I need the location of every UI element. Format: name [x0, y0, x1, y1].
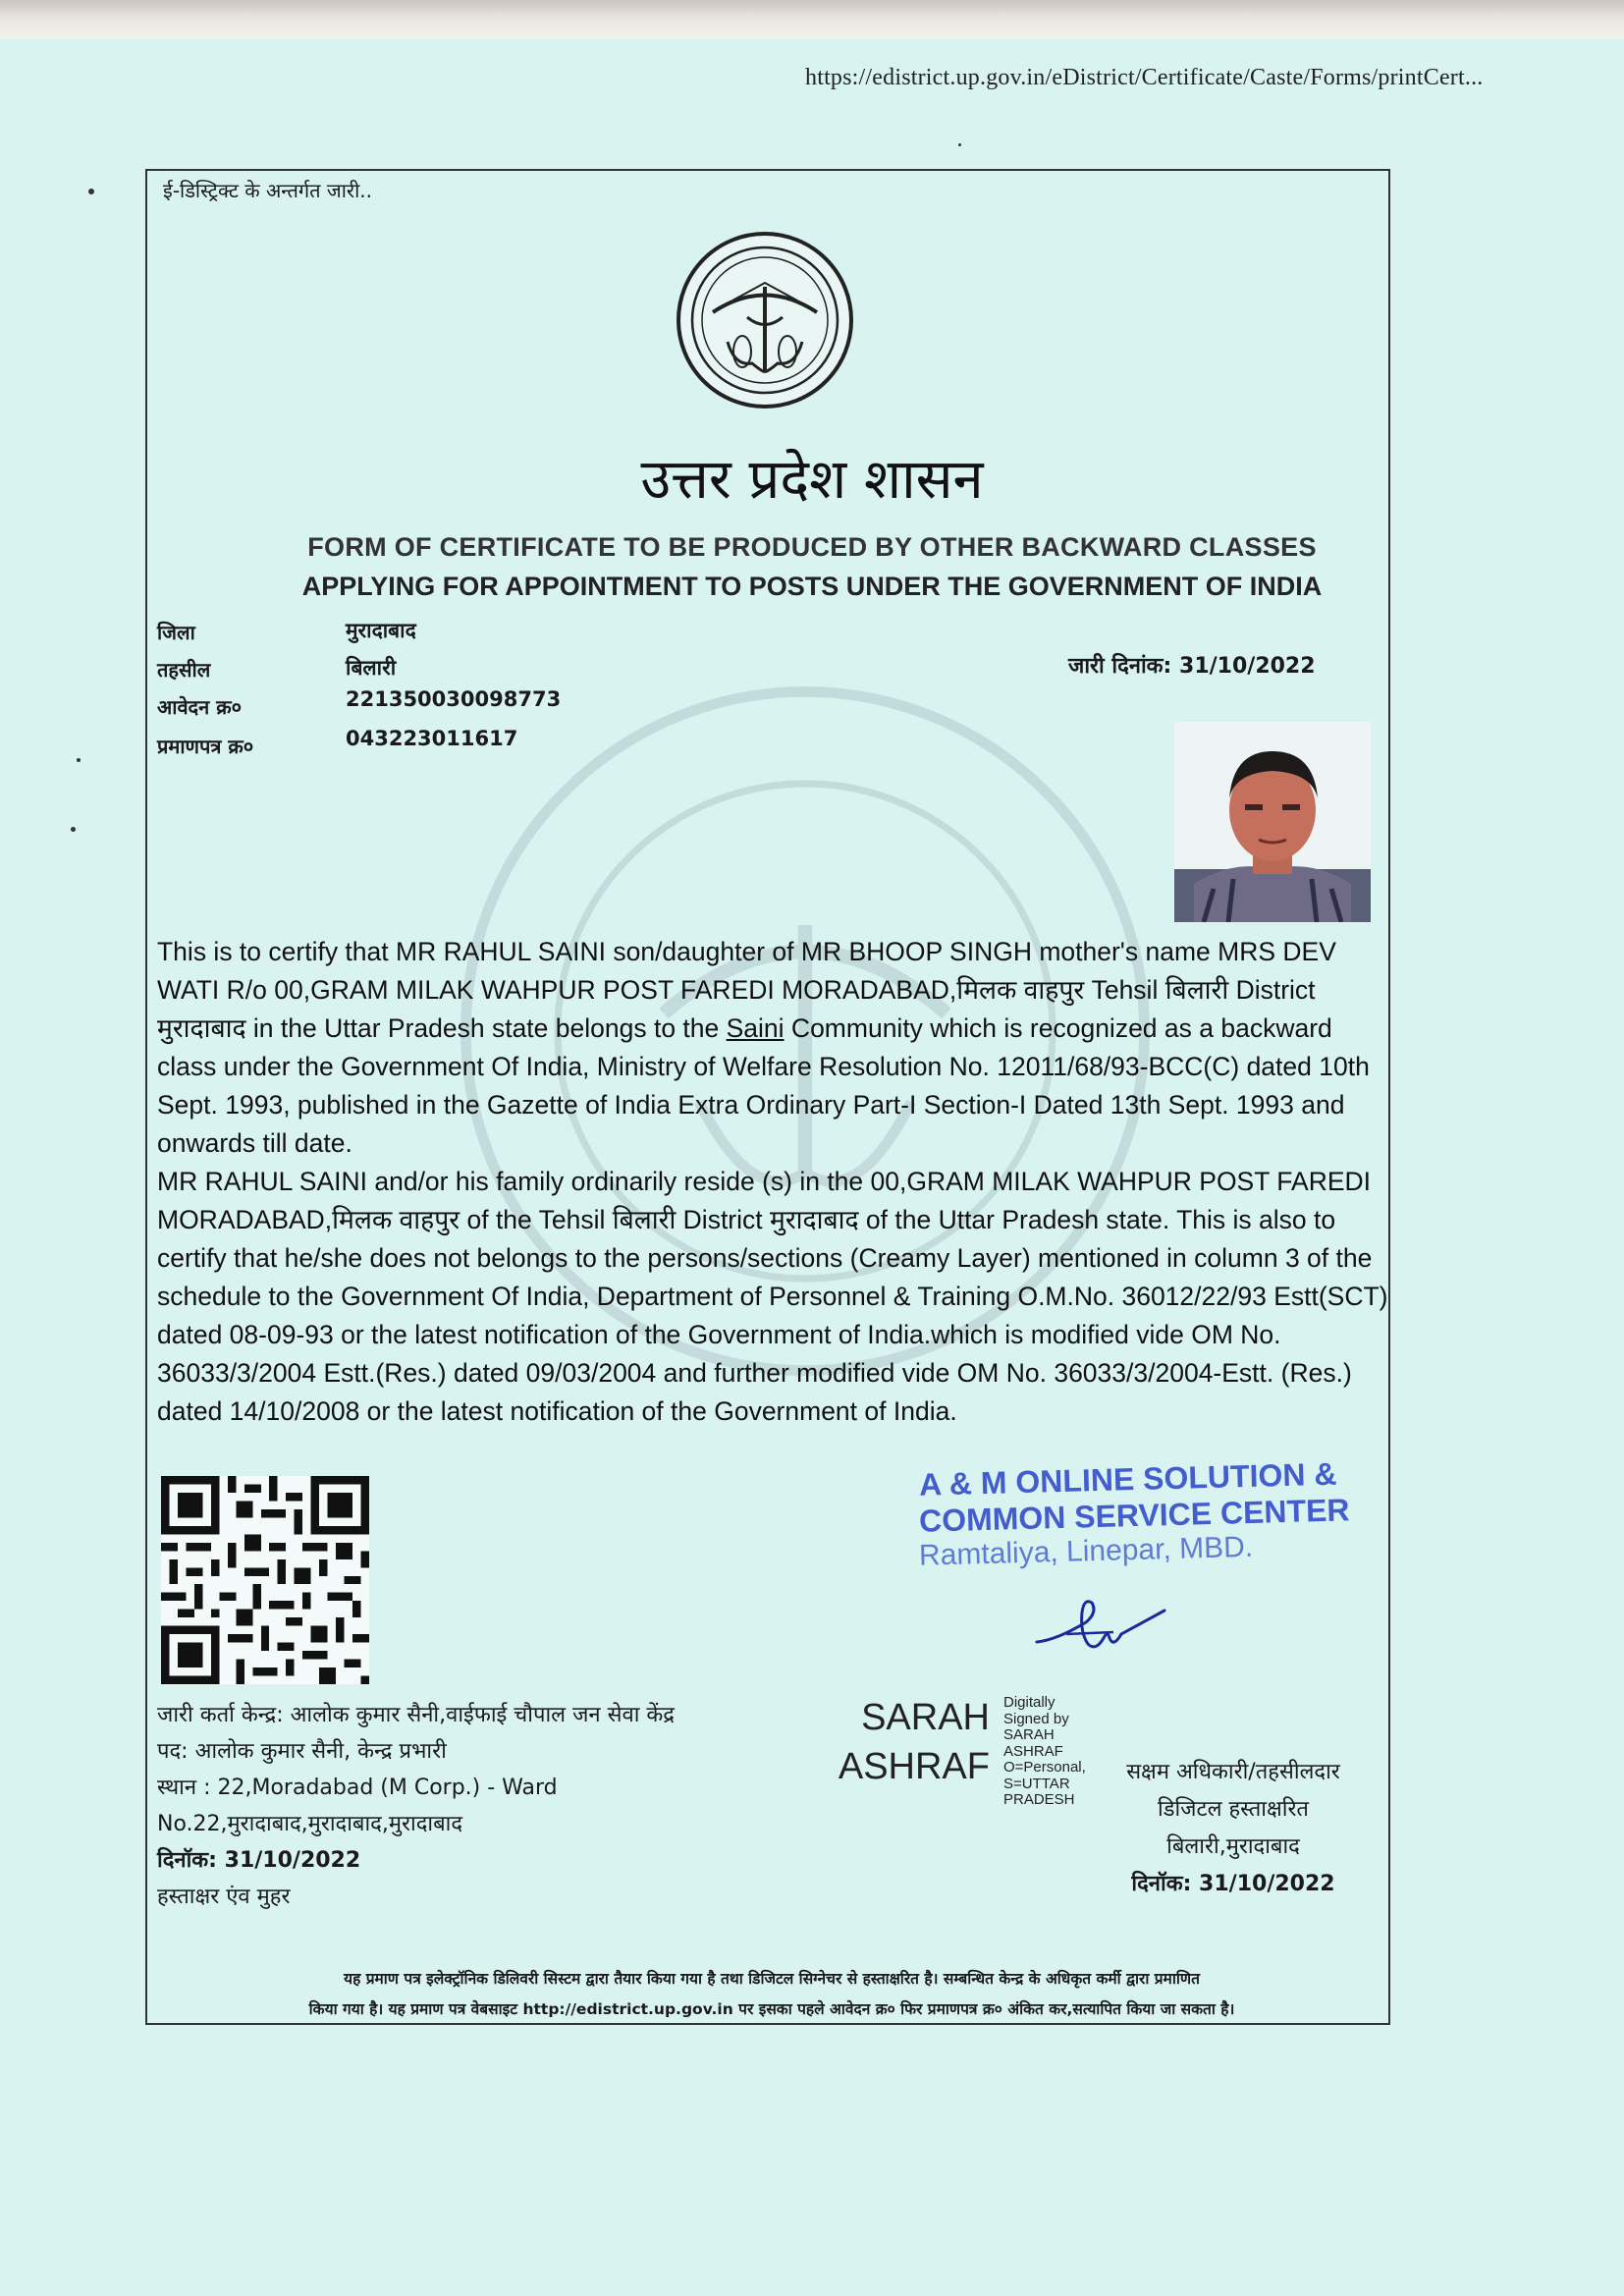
verification-footer: यह प्रमाण पत्र इलेक्ट्रॉनिक डिलिवरी सिस्टम द्वारा तैयार किया गया है तथा डिजिटल सिग्नेचर से हस्ताक्षरित है। सम्बन्धित केन्द्र के अधिकृत कर्मी द्वारा प्रमाणित किया गया है। यह प्रमाण पत्र वेबसाइट http://edistrict.up.gov.in पर इसका पहले आवेदन क्र० फिर प्रमाणपत्र क्र० अंकित कर,सत्यापित किया जा सकता है। — [308, 1970, 1235, 2018]
issue-date: जारी दिनांक: 31/10/2022 — [1068, 654, 1316, 679]
scan-edge — [0, 0, 1624, 39]
certification-paragraph: This is to certify that MR RAHUL SAINI son/daughter of MR BHOOP SINGH mother's name MRS DEV WATI R/o 00,GRAM MILAK WAHPUR POST FAREDI MORADABAD,मिलक वाहपुर Tehsil बिलारी District मुरादाबाद in the Uttar Pradesh state belongs to the Saini Community which is recognized as a backward class under the Government Of India, Ministry of Welfare Resolution No. 12011/68/93-BCC(C) dated 10th Sept. 1993, published in the Gazette of India Extra Ordinary Part-I Section-I Dated 13th Sept. 1993 and onwards till date. — [157, 937, 1370, 1158]
qr-code — [161, 1475, 369, 1685]
district-label: जिला — [157, 621, 195, 644]
certificate-body — [157, 933, 1389, 1431]
issuer-location-ward: No.22,मुरादाबाद,मुरादाबाद,मुरादाबाद — [157, 1812, 463, 1836]
officer-location: बिलारी,मुरादाबाद — [1166, 1834, 1300, 1859]
issuer-designation: पद: आलोक कुमार सैनी, केन्द्र प्रभारी — [157, 1739, 447, 1764]
stamp-line3: Ramtaliya, Linepar, MBD. — [918, 1530, 1254, 1572]
district-value: मुरादाबाद — [346, 619, 416, 642]
print-url: https://edistrict.up.gov.in/eDistrict/Certificate/Caste/Forms/printCert... — [805, 65, 1484, 90]
stamp-line2: COMMON SERVICE CENTER — [918, 1492, 1350, 1539]
form-title-line1: FORM OF CERTIFICATE TO BE PRODUCED BY OTHER BACKWARD CLASSES — [307, 532, 1317, 562]
digital-signer-name: SARAH ASHRAF — [838, 1697, 990, 1787]
sign-and-seal-label: हस्ताक्षर एंव मुहर — [157, 1885, 291, 1909]
officer-digital-signed: डिजिटल हस्ताक्षरित — [1158, 1797, 1309, 1822]
form-title-line2: APPLYING FOR APPOINTMENT TO POSTS UNDER THE GOVERNMENT OF INDIA — [301, 572, 1323, 601]
applicant-photo — [1174, 722, 1371, 922]
issuing-centre-info — [157, 1697, 864, 1915]
digital-signature-details: Digitally Signed by SARAH ASHRAF O=Personal, S=UTTAR PRADESH — [1003, 1694, 1086, 1808]
stamp-line1: A & M ONLINE SOLUTION & — [918, 1455, 1337, 1503]
issuer-location: स्थान : 22,Moradabad (M Corp.) - Ward — [157, 1776, 558, 1800]
residence-paragraph: MR RAHUL SAINI and/or his family ordinarily reside (s) in the 00,GRAM MILAK WAHPUR POST FAREDI MORADABAD,मिलक वाहपुर of the Tehsil बिलारी District मुरादाबाद of the Uttar Pradesh state. This is also to certify that he/she does not belongs to the persons/sections (Creamy Layer) mentioned in column 3 of the schedule to the Government Of India, Department of Personnel & Training O.M.No. 36012/22/93 Estt(SCT) dated 08-09-93 or the latest notification of the Government of India.which is modified vide OM No. 36033/3/2004 Estt.(Res.) dated 09/03/2004 and further modified vide OM No. 36033/3/2004-Estt. (Res.) dated 14/10/2008 or the latest notification of the Government of India. — [157, 1167, 1388, 1426]
application-number-label: आवेदन क्र० — [157, 695, 243, 719]
officer-date: दिनॉक: 31/10/2022 — [1131, 1872, 1335, 1896]
up-government-emblem-icon — [674, 224, 856, 416]
tehsil-value: बिलारी — [346, 656, 397, 680]
certificate-number-label: प्रमाणपत्र क्र० — [157, 735, 254, 758]
government-title: उत्तर प्रदेश शासन — [640, 448, 984, 512]
issuing-centre: जारी कर्ता केन्द्र: आलोक कुमार सैनी,वाईफाई चौपाल जन सेवा केंद्र — [157, 1703, 675, 1727]
csc-stamp — [918, 1455, 1350, 1572]
certificate-number-value: 043223011617 — [346, 727, 518, 750]
community-name: Saini — [726, 1013, 785, 1043]
tehsil-label: तहसील — [157, 658, 211, 682]
officer-designation: सक्षम अधिकारी/तहसीलदार — [1126, 1760, 1340, 1784]
competent-officer-block — [1080, 1754, 1386, 1903]
issued-under-note: ई-डिस्ट्रिक्ट के अन्तर्गत जारी.. — [163, 179, 372, 202]
handwritten-signature — [1027, 1583, 1174, 1662]
application-number-value: 221350030098773 — [346, 687, 562, 711]
issuer-date: दिनॉक: 31/10/2022 — [157, 1848, 361, 1873]
